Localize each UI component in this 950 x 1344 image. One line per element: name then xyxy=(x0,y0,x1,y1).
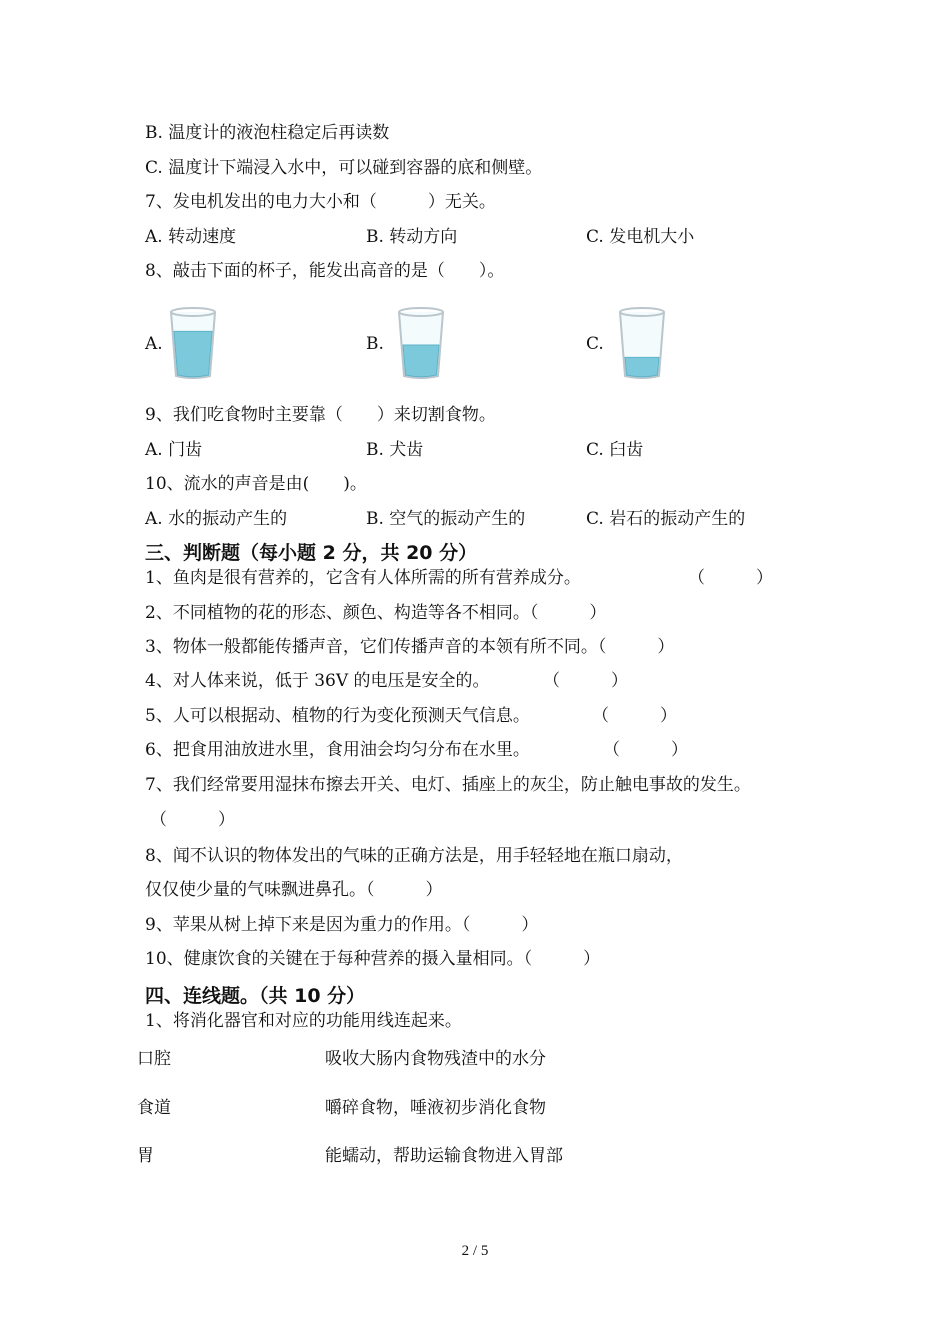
judge-item-5: 5、人可以根据动、植物的行为变化预测天气信息。 xyxy=(145,706,530,726)
page-number: 2 / 5 xyxy=(461,1243,489,1259)
q7-option-b: B. 转动方向 xyxy=(366,227,458,247)
judge-item-3: 3、物体一般都能传播声音，它们传播声音的本领有所不同。（ ） xyxy=(145,637,675,657)
judge-item-1-answer: （ ） xyxy=(688,568,773,588)
q9-stem: 9、我们吃食物时主要靠（ ）来切割食物。 xyxy=(145,405,496,425)
glass-cup-a xyxy=(168,306,218,380)
organ-item: 食道 xyxy=(137,1098,171,1118)
judge-item-5-answer: （ ） xyxy=(592,706,677,726)
q6-option-b: B. 温度计的液泡柱稳定后再读数 xyxy=(145,123,390,143)
q8-option-a: A. xyxy=(145,334,163,354)
glass-cup-b xyxy=(396,306,446,380)
q9-option-c: C. 臼齿 xyxy=(586,440,644,460)
q8-option-c: C. xyxy=(586,334,604,354)
section-4-title: 四、连线题。（共 10 分） xyxy=(145,985,366,1007)
q6-option-c: C. 温度计下端浸入水中，可以碰到容器的底和侧壁。 xyxy=(145,158,543,178)
judge-item-1: 1、鱼肉是很有营养的，它含有人体所需的所有营养成分。 xyxy=(145,568,581,588)
q9-option-b: B. 犬齿 xyxy=(366,440,424,460)
q8-option-b: B. xyxy=(366,334,384,354)
organ-item: 口腔 xyxy=(137,1049,171,1069)
q10-option-b: B. 空气的振动产生的 xyxy=(366,509,526,529)
organ-item: 胃 xyxy=(137,1146,154,1166)
water-fill-b xyxy=(403,345,439,377)
function-item: 能蠕动，帮助运输食物进入胃部 xyxy=(325,1146,563,1166)
glass-cup-c xyxy=(617,306,667,380)
judge-item-6-answer: （ ） xyxy=(603,740,688,760)
judge-item-10: 10、健康饮食的关键在于每种营养的摄入量相同。（ ） xyxy=(145,949,601,969)
judge-item-7: 7、我们经常要用湿抹布擦去开关、电灯、插座上的灰尘，防止触电事故的发生。 xyxy=(145,775,751,795)
judge-item-8: 8、闻不认识的物体发出的气味的正确方法是，用手轻轻地在瓶口扇动， xyxy=(145,846,683,866)
q10-option-a: A. 水的振动产生的 xyxy=(145,509,288,529)
water-fill-a xyxy=(174,331,212,376)
function-item: 嚼碎食物，唾液初步消化食物 xyxy=(325,1098,546,1118)
q7-stem: 7、发电机发出的电力大小和（ ）无关。 xyxy=(145,192,496,212)
q10-option-c: C. 岩石的振动产生的 xyxy=(586,509,746,529)
judge-item-4-answer: （ ） xyxy=(543,671,628,691)
judge-item-7-answer: （ ） xyxy=(150,810,235,830)
judge-item-2: 2、不同植物的花的形态、颜色、构造等各不相同。（ ） xyxy=(145,603,607,623)
q7-option-a: A. 转动速度 xyxy=(145,227,237,247)
q9-option-a: A. 门齿 xyxy=(145,440,203,460)
water-fill-c xyxy=(625,357,659,376)
judge-item-6: 6、把食用油放进水里，食用油会均匀分布在水里。 xyxy=(145,740,530,760)
q10-stem: 10、流水的声音是由( )。 xyxy=(145,474,367,494)
judge-item-8-continued: 仅仅使少量的气味飘进鼻孔。（ ） xyxy=(145,880,443,900)
function-item: 吸收大肠内食物残渣中的水分 xyxy=(325,1049,546,1069)
section-3-title: 三、判断题（每小题 2 分，共 20 分） xyxy=(145,542,478,564)
q7-option-c: C. 发电机大小 xyxy=(586,227,695,247)
section-4-instruction: 1、将消化器官和对应的功能用线连起来。 xyxy=(145,1011,462,1031)
judge-item-9: 9、苹果从树上掉下来是因为重力的作用。（ ） xyxy=(145,915,539,935)
judge-item-4: 4、对人体来说，低于 36V 的电压是安全的。 xyxy=(145,671,490,691)
q8-stem: 8、敲击下面的杯子，能发出高音的是（ ）。 xyxy=(145,261,505,281)
